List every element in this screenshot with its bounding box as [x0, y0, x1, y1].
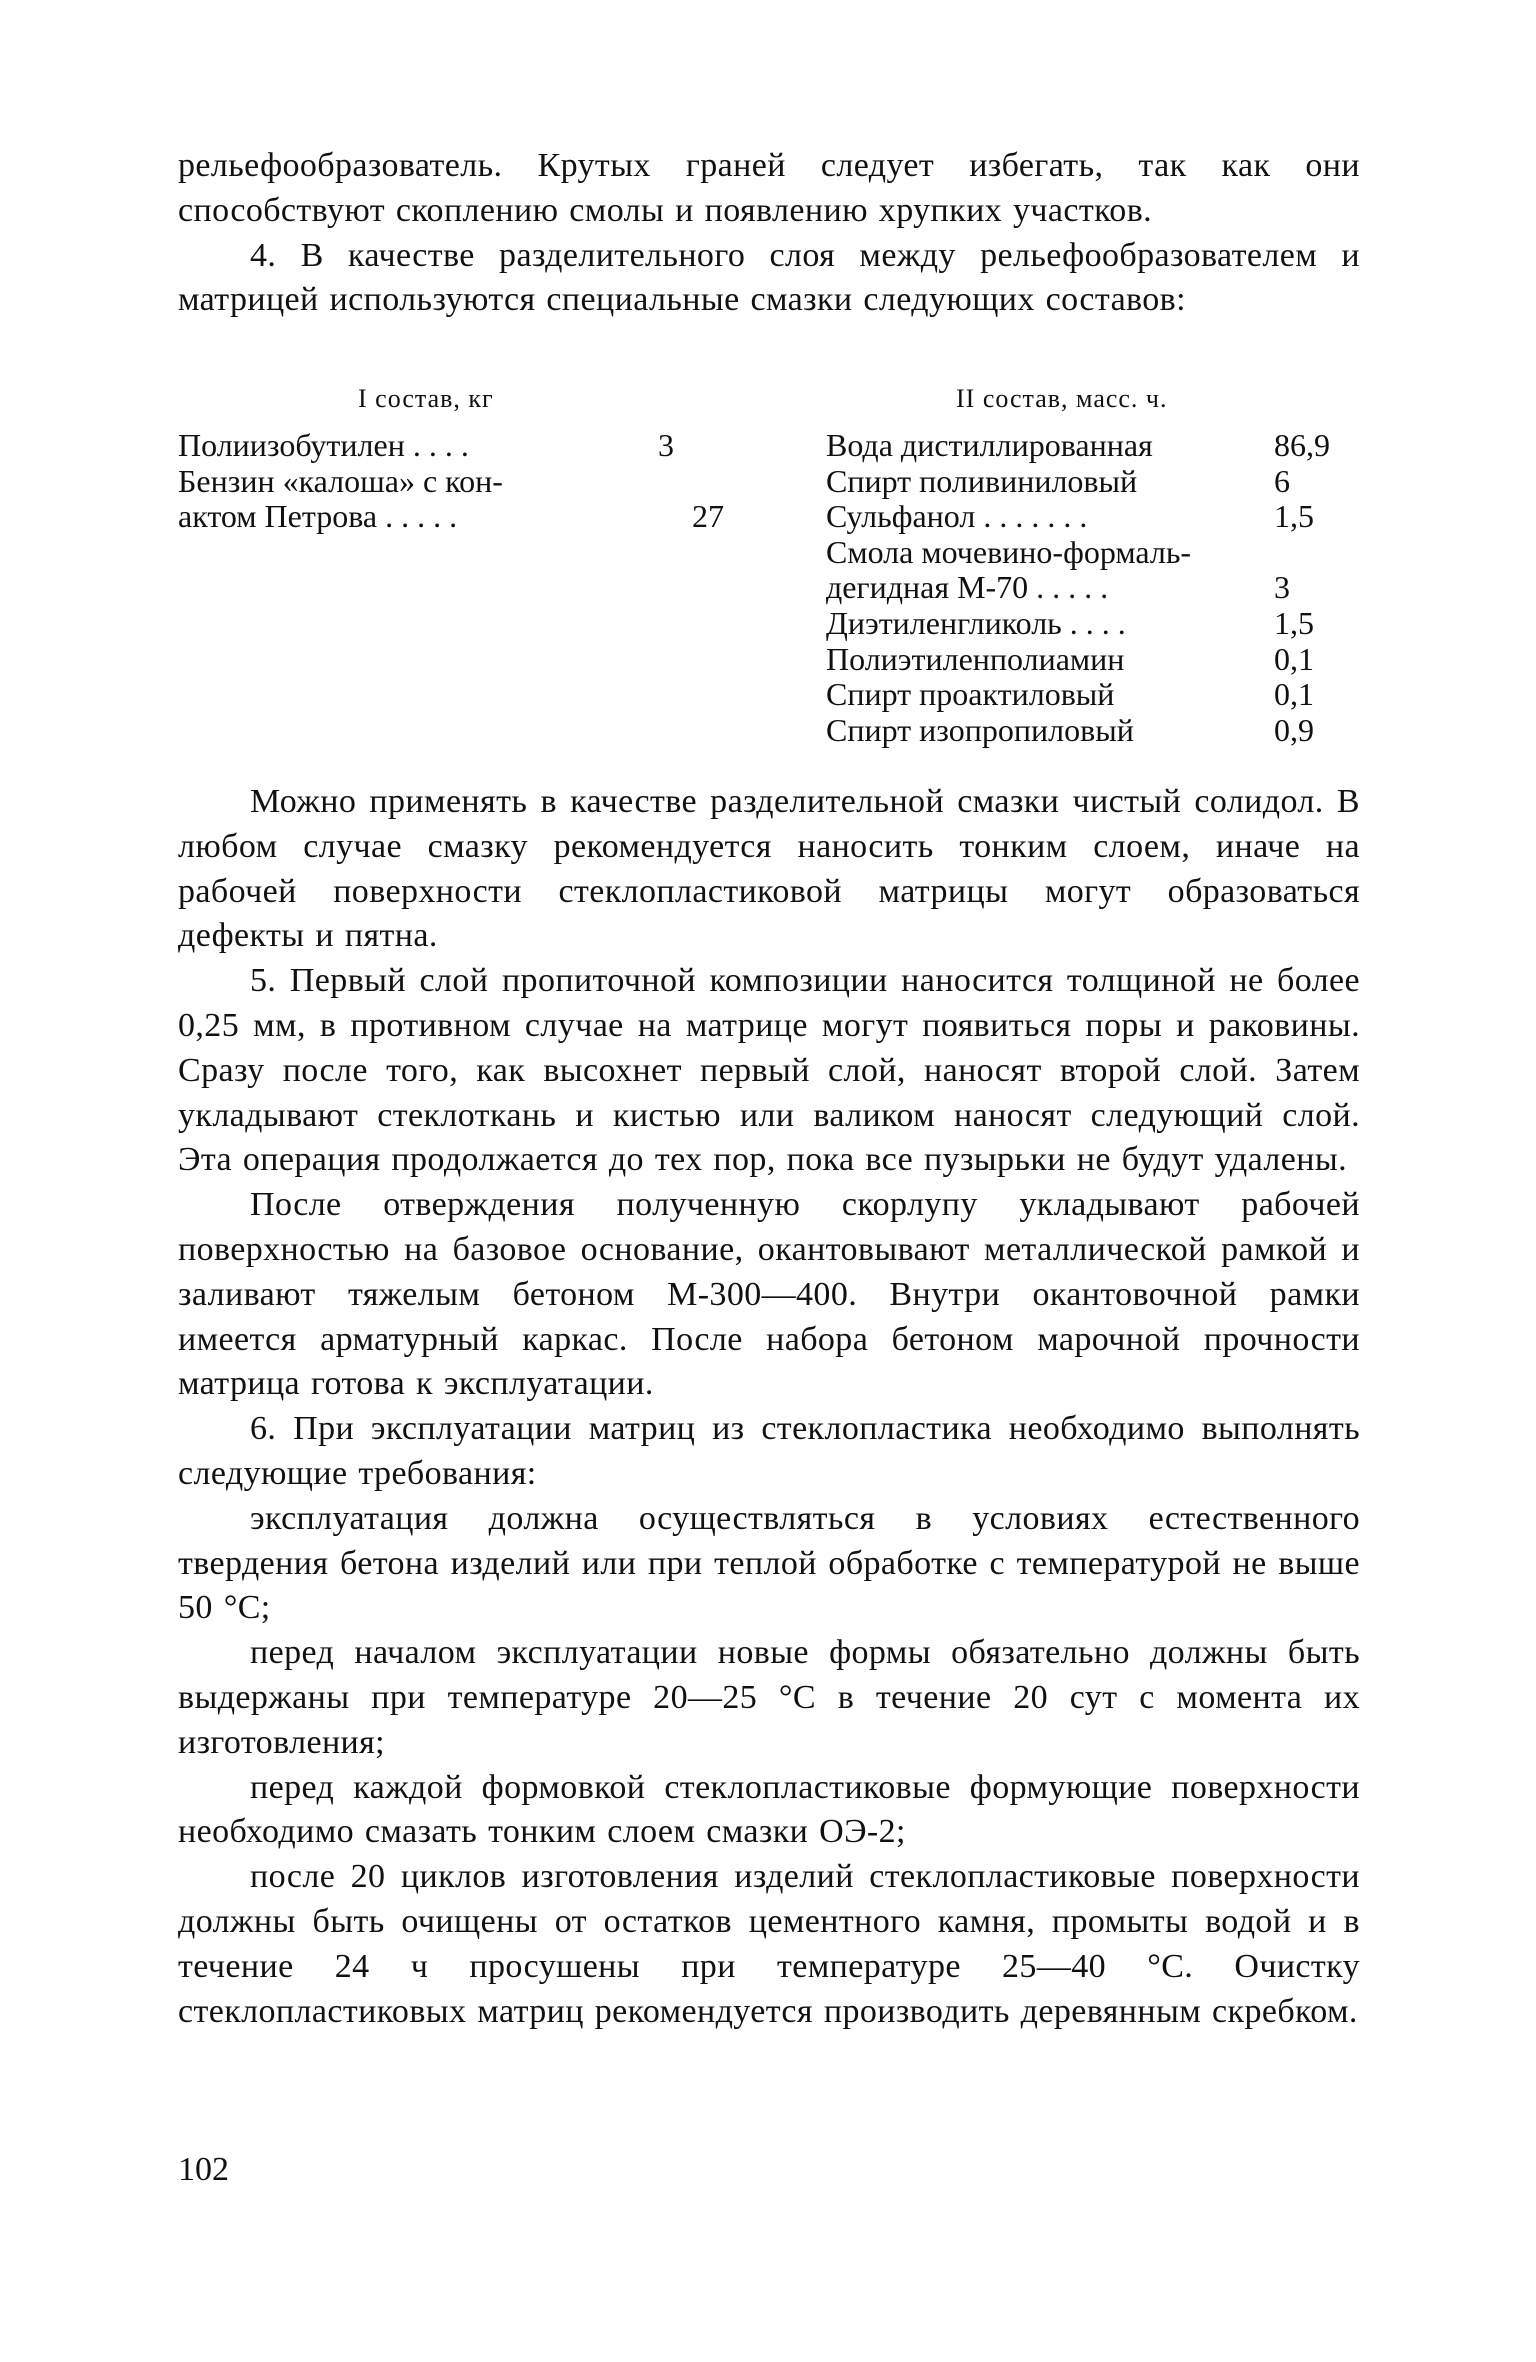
- paragraph-item-4: 4. В качестве разделительного слоя между рельефообразователем и матрицей используются специальные смазки следующих составов:: [178, 236, 1360, 319]
- component-name: Сульфанол . . . . . . .: [826, 498, 1088, 535]
- paragraph-item-5: 5. Первый слой пропиточной композиции наносится толщиной не более 0,25 мм, в противном случае на матрице могут появиться поры и раковины. Сразу после того, как высохнет первый слой, наносят второй слой. Затем укладывают стеклоткань и кистью или валиком наносят следующий слой. Эта операция продолжается до тех пор, пока все пузырьки не будут удалены.: [178, 962, 1360, 1179]
- component-name: Спирт поливиниловый: [826, 462, 1138, 499]
- component-name: Полиизобутилен . . . .: [178, 427, 469, 463]
- requirement-aging: перед началом эксплуатации новые формы обязательно должны быть выдержаны при температуре 20—25 °С в течение 20 сут с момента их изготовления;: [178, 1634, 1360, 1761]
- main-text: [178, 780, 1360, 2034]
- component-amount: 0,1: [1274, 640, 1314, 677]
- table-row: [178, 428, 730, 464]
- table-row: [178, 499, 730, 535]
- component-amount: 0,9: [1274, 711, 1314, 748]
- table-row: [826, 535, 1360, 571]
- table-row: [826, 677, 1360, 713]
- requirement-temperature: эксплуатация должна осуществляться в условиях естественного твердения бетона изделий или при теплой обработке с температурой не выше 50 °С;: [178, 1499, 1360, 1627]
- table-row: [826, 713, 1360, 749]
- table-row: [178, 464, 730, 500]
- page-number: 102: [178, 2151, 229, 2188]
- table-row: [826, 464, 1360, 500]
- composition-2-table: [826, 384, 1360, 748]
- composition-1-caption: I состав, кг: [358, 384, 494, 413]
- table-row: [826, 642, 1360, 678]
- table-row: [826, 570, 1360, 606]
- component-name: Полиэтиленполиамин: [826, 640, 1125, 677]
- component-amount: 27: [692, 498, 724, 535]
- component-amount: 3: [658, 427, 674, 463]
- paragraph-continuation: рельефообразователь. Крутых граней следует избегать, так как они способствуют скоплению смолы и появлению хрупких участков.: [178, 147, 1360, 229]
- component-name: актом Петрова . . . . .: [178, 498, 458, 535]
- paragraph-item-6: 6. При эксплуатации матриц из стеклопластика необходимо выполнять следующие требования:: [178, 1410, 1360, 1492]
- component-name: Спирт изопропиловый: [826, 711, 1134, 748]
- component-amount: 3: [1274, 569, 1290, 606]
- lubricant-compositions: [178, 384, 1360, 764]
- component-name: дегидная М-70 . . . . .: [826, 569, 1109, 606]
- component-name: Вода дистиллированная: [826, 427, 1153, 463]
- requirement-lubrication: перед каждой формовкой стеклопластиковые формующие поверхности необходимо смазать тонким слоем смазки ОЭ-2;: [178, 1768, 1360, 1851]
- paragraph-solidol: Можно применять в качестве разделительной смазки чистый солидол. В любом случае смазку рекомендуется наносить тонким слоем, иначе на рабочей поверхности стеклопластиковой матрицы могут образоваться дефекты и пятна.: [178, 783, 1360, 955]
- component-name: Смола мочевино-формаль-: [826, 533, 1192, 570]
- composition-1-table: [178, 384, 730, 535]
- component-amount: 6: [1274, 462, 1290, 499]
- component-amount: 1,5: [1274, 498, 1314, 535]
- component-name: Диэтиленгликоль . . . .: [826, 604, 1126, 641]
- component-amount: 86,9: [1274, 427, 1330, 463]
- requirement-cleaning: после 20 циклов изготовления изделий стеклопластиковые поверхности должны быть очищены от остатков цементного камня, промыты водой и в течение 24 ч просушены при температуре 25—40 °С. Очистку стеклопластиковых матриц рекомендуется производить деревянным скребком.: [178, 1858, 1360, 2030]
- component-amount: 1,5: [1274, 604, 1314, 641]
- component-name: Бензин «калоша» с кон-: [178, 462, 503, 499]
- table-row: [826, 428, 1360, 464]
- component-name: Спирт проактиловый: [826, 676, 1115, 713]
- component-amount: 0,1: [1274, 676, 1314, 713]
- composition-2-caption: II состав, масс. ч.: [956, 384, 1168, 413]
- paragraph-curing: После отверждения полученную скорлупу укладывают рабочей поверхностью на базовое основание, окантовывают металлической рамкой и заливают тяжелым бетоном М-300—400. Внутри окантовочной рамки имеется арматурный каркас. После набора бетоном марочной прочности матрица готова к эксплуатации.: [178, 1186, 1360, 1403]
- table-row: [826, 606, 1360, 642]
- intro-section: [178, 144, 1360, 323]
- table-row: [826, 499, 1360, 535]
